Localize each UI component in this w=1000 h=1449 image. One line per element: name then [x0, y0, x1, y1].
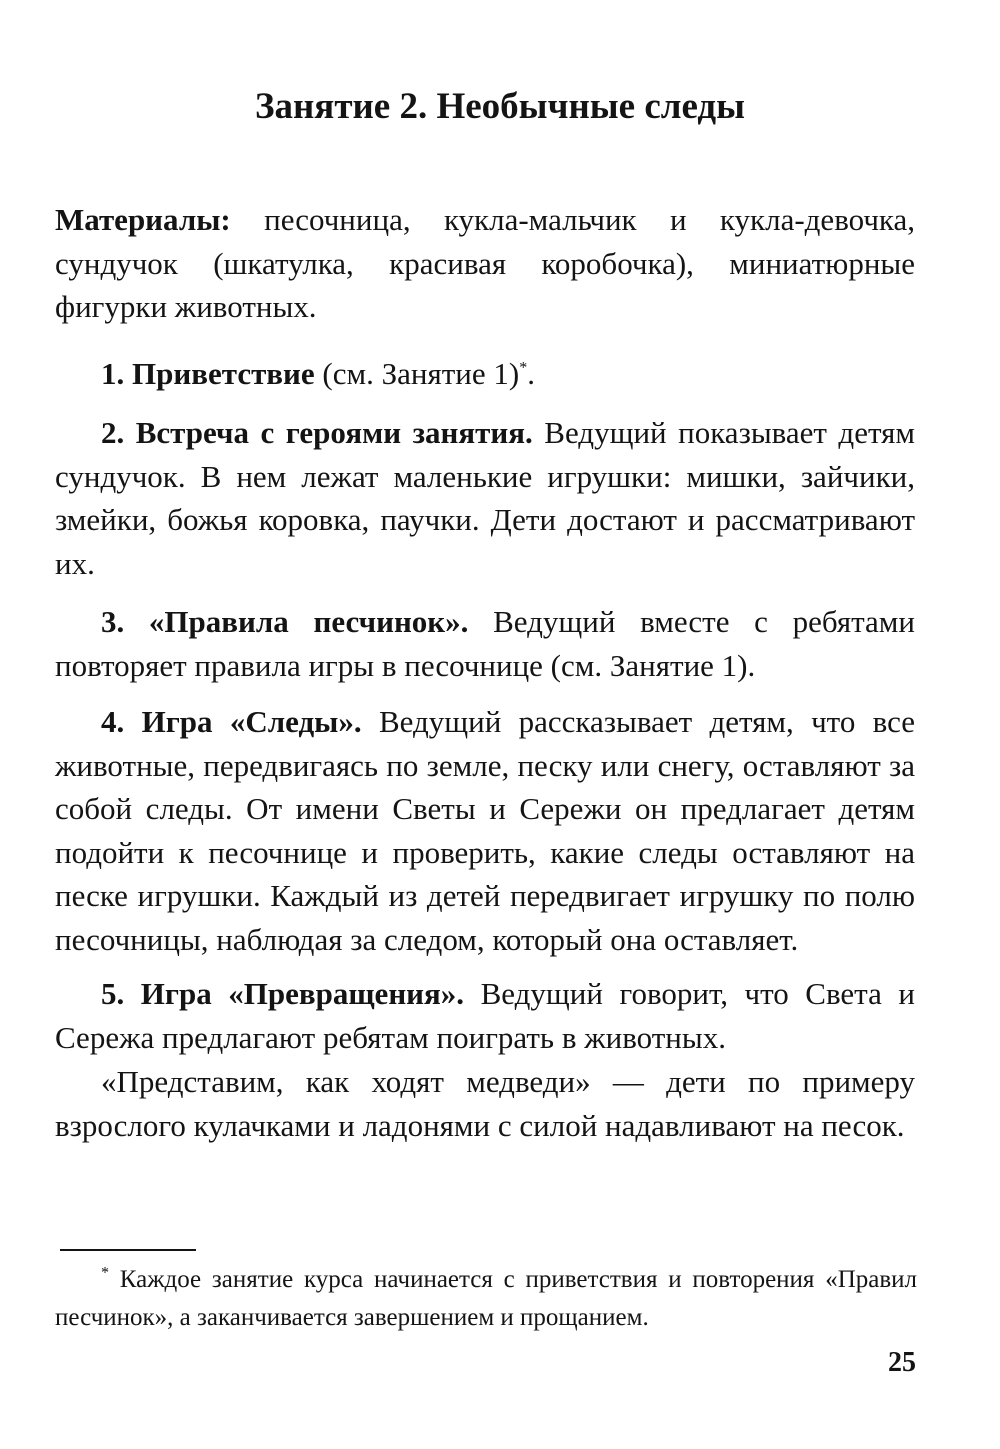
page-title: Занятие 2. Необычные следы [254, 86, 746, 127]
footnote-text: Каждое занятие курса начинается с приветствия и повторения «Правил песчинок», а заканчивается завершением и прощанием. [55, 1266, 918, 1331]
item-text: Ведущий показывает детям сундучок. В нем лежат маленькие игрушки: мишки, зайчики, змейки, божья коровка, паучки. Дети достают и рассматривают их. [55, 415, 915, 581]
item-heading: 5. Игра «Превращения». [101, 976, 465, 1011]
item-heading: 2. Встреча с героями занятия. [101, 415, 533, 450]
footnote-divider [60, 1249, 196, 1251]
item-game-transformations [55, 972, 915, 1059]
item-heading: 4. Игра «Следы». [101, 704, 362, 739]
item-heading: 3. «Правила песчинок». [101, 604, 469, 639]
materials-label: Материалы: [55, 202, 231, 237]
materials-paragraph [55, 198, 915, 329]
item-meeting-heroes [55, 411, 915, 585]
item-text: Ведущий говорит, что Света и Сережа предлагают ребятам поиграть в животных. [55, 976, 916, 1055]
bear-paragraph: «Представим, как ходят медведи» — дети по примеру взрослого кулачками и ладонями с силой надавливают на песок. [55, 1064, 915, 1143]
item-text: (см. Занятие 1) [322, 356, 520, 391]
footnote-marker: * [101, 1264, 109, 1282]
item-sand-rules [55, 600, 915, 687]
item-greeting [55, 352, 915, 396]
footnote-marker: * [519, 359, 528, 377]
item-game-tracks [55, 700, 915, 961]
item-text: Ведущий рассказывает детям, что все животные, передвигаясь по земле, песку или снегу, оставляют за собой следы. От имени Светы и Сережи он предлагает детям подойти к песочнице и проверить, какие следы оставляют на песке игрушки. Каждый из детей передвигает игрушку по полю песочницы, наблюдая за следом, который она оставляет. [55, 704, 916, 957]
item-tail: . [527, 356, 535, 391]
item-heading: 1. Приветствие [101, 356, 315, 391]
materials-text: песочница, кукла-мальчик и кукла-девочка, сундучок (шкатулка, красивая коробочка), миниатюрные фигурки животных. [55, 202, 916, 324]
page-number: 25 [888, 1347, 916, 1378]
item-text: Ведущий вместе с ребятами повторяет правила игры в песочнице (см. Занятие 1). [55, 604, 915, 683]
footnote [55, 1261, 917, 1337]
